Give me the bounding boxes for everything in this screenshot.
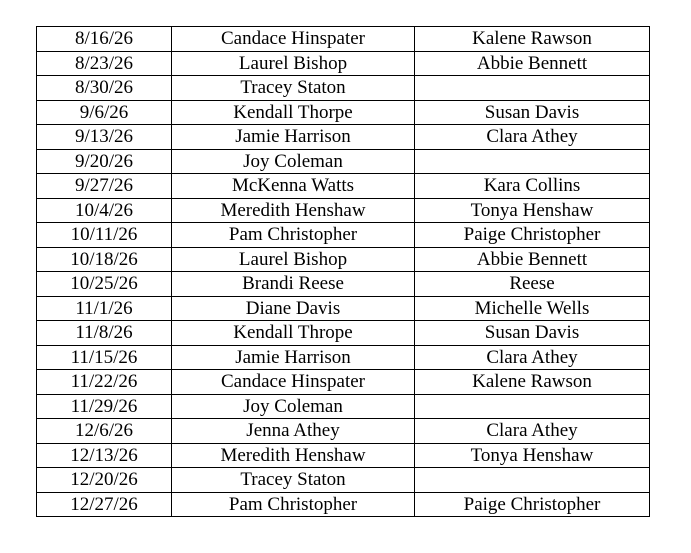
date-cell: 10/11/26 — [37, 223, 172, 248]
primary-name-cell: Candace Hinspater — [172, 27, 415, 52]
secondary-name-cell: Abbie Bennett — [415, 51, 650, 76]
primary-name-cell: Joy Coleman — [172, 394, 415, 419]
primary-name-cell: Tracey Staton — [172, 468, 415, 493]
primary-name-cell: Tracey Staton — [172, 76, 415, 101]
table-row — [37, 296, 650, 321]
table-row — [37, 443, 650, 468]
secondary-name-cell: Susan Davis — [415, 100, 650, 125]
secondary-name-cell: Clara Athey — [415, 419, 650, 444]
date-cell: 11/29/26 — [37, 394, 172, 419]
table-row — [37, 149, 650, 174]
table-row — [37, 27, 650, 52]
date-cell: 9/27/26 — [37, 174, 172, 199]
table-row — [37, 394, 650, 419]
date-cell: 10/25/26 — [37, 272, 172, 297]
table-row — [37, 370, 650, 395]
table-row — [37, 51, 650, 76]
date-cell: 12/27/26 — [37, 492, 172, 517]
table-row — [37, 174, 650, 199]
secondary-name-cell: Kara Collins — [415, 174, 650, 199]
table-row — [37, 100, 650, 125]
date-cell: 9/13/26 — [37, 125, 172, 150]
table-row — [37, 492, 650, 517]
primary-name-cell: Pam Christopher — [172, 492, 415, 517]
secondary-name-cell: Clara Athey — [415, 125, 650, 150]
schedule-table — [36, 26, 650, 517]
date-cell: 11/8/26 — [37, 321, 172, 346]
date-cell: 8/30/26 — [37, 76, 172, 101]
date-cell: 12/6/26 — [37, 419, 172, 444]
date-cell: 9/20/26 — [37, 149, 172, 174]
table-row — [37, 468, 650, 493]
date-cell: 11/1/26 — [37, 296, 172, 321]
date-cell: 8/16/26 — [37, 27, 172, 52]
primary-name-cell: Meredith Henshaw — [172, 198, 415, 223]
secondary-name-cell — [415, 149, 650, 174]
date-cell: 11/22/26 — [37, 370, 172, 395]
primary-name-cell: Candace Hinspater — [172, 370, 415, 395]
table-row — [37, 247, 650, 272]
table-row — [37, 272, 650, 297]
secondary-name-cell: Kalene Rawson — [415, 370, 650, 395]
date-cell: 8/23/26 — [37, 51, 172, 76]
date-cell: 10/18/26 — [37, 247, 172, 272]
secondary-name-cell: Paige Christopher — [415, 492, 650, 517]
table-row — [37, 419, 650, 444]
date-cell: 12/13/26 — [37, 443, 172, 468]
date-cell: 11/15/26 — [37, 345, 172, 370]
primary-name-cell: Diane Davis — [172, 296, 415, 321]
table-row — [37, 345, 650, 370]
table-row — [37, 321, 650, 346]
table-row — [37, 223, 650, 248]
primary-name-cell: Kendall Thrope — [172, 321, 415, 346]
primary-name-cell: Kendall Thorpe — [172, 100, 415, 125]
schedule-body — [37, 27, 650, 517]
secondary-name-cell: Paige Christopher — [415, 223, 650, 248]
secondary-name-cell — [415, 76, 650, 101]
primary-name-cell: Jamie Harrison — [172, 345, 415, 370]
primary-name-cell: Jenna Athey — [172, 419, 415, 444]
primary-name-cell: Joy Coleman — [172, 149, 415, 174]
secondary-name-cell: Kalene Rawson — [415, 27, 650, 52]
secondary-name-cell: Reese — [415, 272, 650, 297]
primary-name-cell: Jamie Harrison — [172, 125, 415, 150]
table-row — [37, 76, 650, 101]
secondary-name-cell: Clara Athey — [415, 345, 650, 370]
secondary-name-cell: Susan Davis — [415, 321, 650, 346]
secondary-name-cell: Tonya Henshaw — [415, 198, 650, 223]
primary-name-cell: Laurel Bishop — [172, 247, 415, 272]
primary-name-cell: Laurel Bishop — [172, 51, 415, 76]
date-cell: 12/20/26 — [37, 468, 172, 493]
secondary-name-cell: Abbie Bennett — [415, 247, 650, 272]
secondary-name-cell: Tonya Henshaw — [415, 443, 650, 468]
date-cell: 9/6/26 — [37, 100, 172, 125]
secondary-name-cell: Michelle Wells — [415, 296, 650, 321]
primary-name-cell: Pam Christopher — [172, 223, 415, 248]
primary-name-cell: Meredith Henshaw — [172, 443, 415, 468]
date-cell: 10/4/26 — [37, 198, 172, 223]
secondary-name-cell — [415, 468, 650, 493]
table-row — [37, 125, 650, 150]
primary-name-cell: Brandi Reese — [172, 272, 415, 297]
secondary-name-cell — [415, 394, 650, 419]
primary-name-cell: McKenna Watts — [172, 174, 415, 199]
table-row — [37, 198, 650, 223]
